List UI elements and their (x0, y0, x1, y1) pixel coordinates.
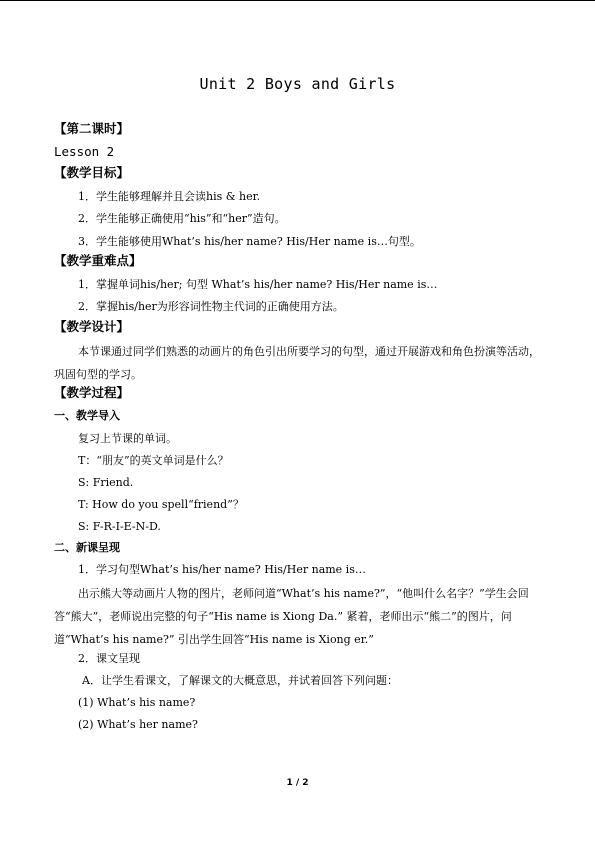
new-lesson-heading: 二、新课呈现 (54, 541, 120, 554)
page-number: 1 / 2 (286, 778, 309, 788)
new-lesson-paragraph: 出示熊大等动画片人物的图片，老师问道“What’s his name?”，“他叫什么名字？”学生会回答“熊大”，老师说出完整的句子“His name is Xiong Da.” 紧着，老师出示“熊二”的图片，问道“What’s his name?” 引出学生回答“His name is Xiong er.” (54, 587, 529, 646)
goal-item: 2．学生能够正确使用“his”和“her”造句。 (78, 212, 286, 225)
lesson-label: Lesson 2 (54, 144, 115, 159)
intro-line: 复习上节课的单词。 (78, 432, 177, 445)
goals-heading: 【教学目标】 (54, 165, 130, 180)
top-rule (0, 0, 595, 1)
key-points-heading: 【教学重难点】 (54, 253, 142, 268)
intro-line: S: Friend. (78, 476, 134, 489)
intro-heading: 一、教学导入 (54, 409, 120, 422)
period-heading: 【第二课时】 (54, 121, 130, 136)
new-lesson-step: 1．学习句型What’s his/her name? His/Her name is… (78, 563, 366, 576)
task-instruction: A．让学生看课文，了解课文的大概意思，并试着回答下列问题： (82, 674, 398, 687)
key-point-item: 2．掌握his/her为形容词性物主代词的正确使用方法。 (78, 300, 344, 313)
design-paragraph: 本节课通过同学们熟悉的动画片的角色引出所要学习的句型，通过开展游戏和角色扮演等活动，巩固句型的学习。 (54, 345, 540, 381)
new-lesson-step: 2．课文呈现 (78, 652, 140, 665)
intro-line: S: F-R-I-E-N-D. (78, 520, 161, 533)
goal-item: 1．学生能够理解并且会读his & her. (78, 190, 261, 203)
process-heading: 【教学过程】 (54, 385, 130, 400)
intro-line: T: How do you spell“friend”？ (78, 498, 244, 511)
question-item: (1) What’s his name? (78, 696, 196, 709)
key-point-item: 1．掌握单词his/her; 句型 What’s his/her name? His/Her name is… (78, 278, 438, 291)
question-item: (2) What’s her name? (78, 718, 198, 731)
document-title: Unit 2 Boys and Girls (199, 75, 396, 93)
design-heading: 【教学设计】 (54, 319, 130, 334)
intro-line: T：“朋友”的英文单词是什么？ (78, 454, 229, 467)
goal-item: 3．学生能够使用What’s his/her name? His/Her name is…句型。 (78, 235, 421, 248)
